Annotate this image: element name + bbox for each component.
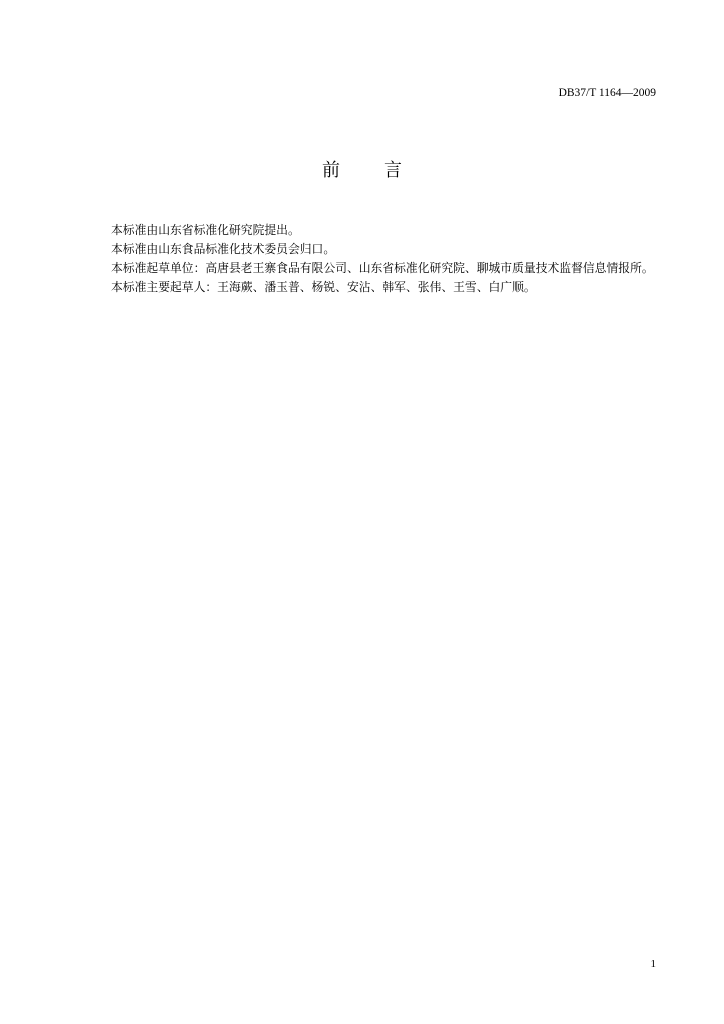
paragraph-drafters: 本标准主要起草人：王海蕨、潘玉普、杨锐、安沾、韩军、张伟、王雪、白广顺。 bbox=[111, 280, 536, 294]
paragraph-centralized: 本标准由山东食品标准化技术委员会归口。 bbox=[111, 242, 336, 256]
paragraph-drafting-units: 本标准起草单位：高唐县老王寨食品有限公司、山东省标准化研究院、聊城市质量技术监督信息情报所。 bbox=[111, 261, 654, 275]
paragraph-proposer: 本标准由山东省标准化研究院提出。 bbox=[111, 223, 300, 237]
page-number: 1 bbox=[650, 958, 656, 970]
page-title: 前言 bbox=[322, 160, 446, 181]
standard-code: DB37/T 1164—2009 bbox=[558, 87, 656, 99]
foreword-body bbox=[87, 221, 657, 297]
